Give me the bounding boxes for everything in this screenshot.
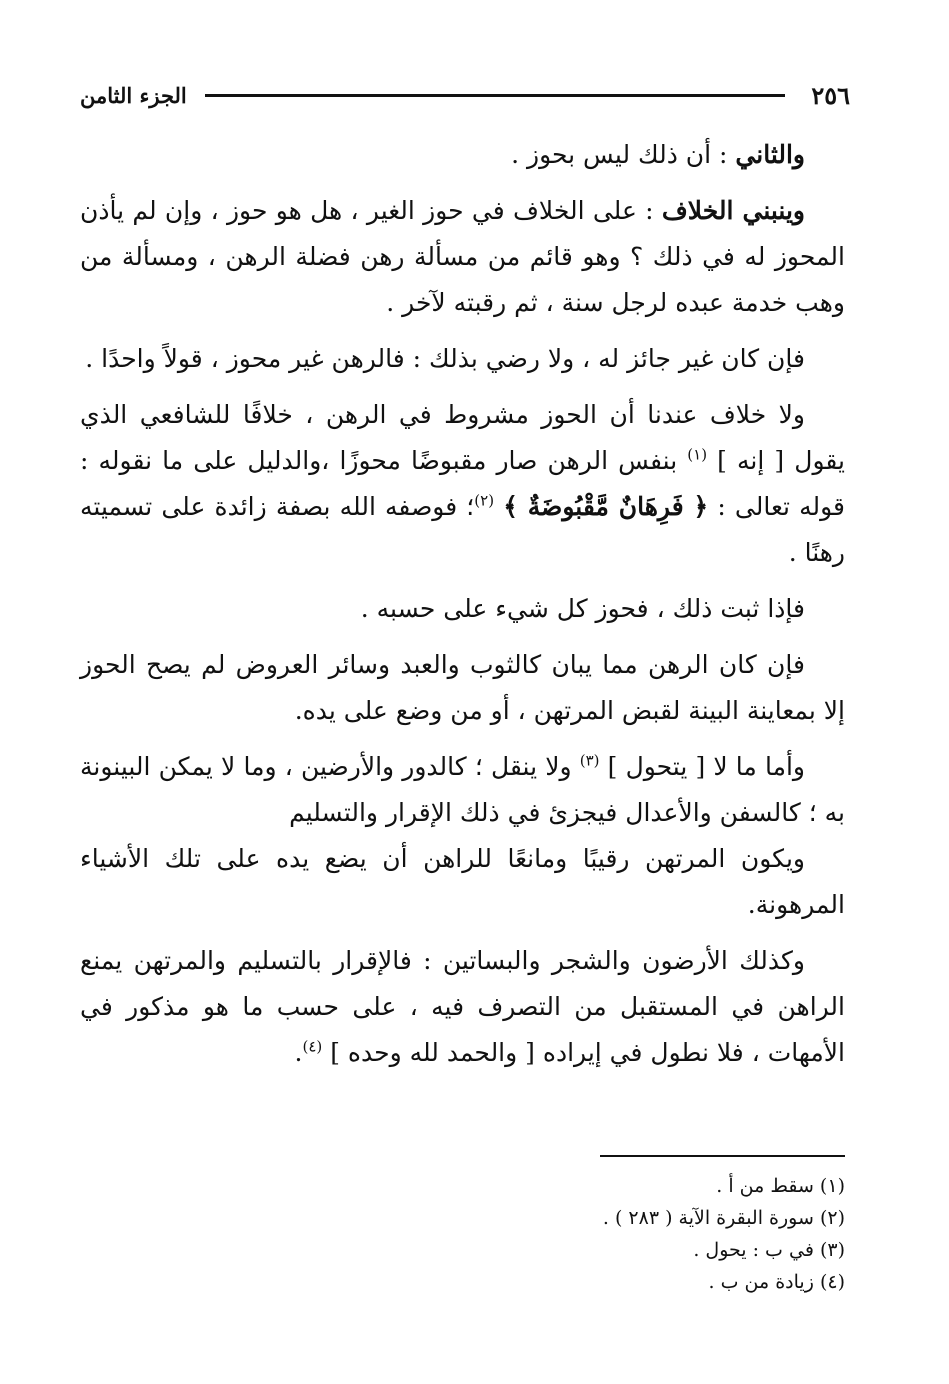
footnote-3: (٣) في ب : يحول . [693, 1239, 845, 1261]
paragraph-8 [80, 836, 845, 928]
footnotes [80, 1170, 845, 1298]
paragraph-text: ولا ينقل ؛ كالدور والأرضين ، وما لا يمكن البينونة به ؛ كالسفن والأعدال فيجزئ في ذلك الإقرار والتسليم [80, 752, 845, 827]
paragraph-text: ويكون المرتهن رقيبًا ومانعًا للراهن أن يضع يده على تلك الأشياء المرهونة. [80, 844, 845, 919]
paragraph-text: فإن كان غير جائز له ، ولا رضي بذلك : فالرهن غير محوز ، قولاً واحدًا . [85, 344, 805, 373]
running-title: الجزء الثامن [80, 82, 187, 108]
footnote-ref: (٢) [474, 491, 495, 510]
quran-verse: ﴿ فَرِهَانٌ مَّقْبُوضَةٌ ﴾ [503, 492, 709, 521]
paragraph-text: فإن كان الرهن مما يبان كالثوب والعبد وسائر العروض لم يصح الحوز إلا بمعاينة البينة لقبض المرتهن ، أو من وضع على يده. [80, 650, 845, 725]
page-number: ٢٥٦ [811, 80, 850, 110]
paragraph-text: بنفس الرهن صار مقبوضًا محوزًا ،والدليل على ما نقوله : قوله تعالى : [80, 446, 845, 521]
paragraph-1 [80, 132, 845, 178]
footnote-rule [600, 1155, 845, 1157]
paragraph-text: ؛ فوصفه الله بصفة زائدة على تسميته رهنًا . [80, 492, 845, 567]
paragraph-3 [80, 336, 845, 382]
body-text [80, 132, 845, 1086]
paragraph-text: ولا خلاف عندنا أن الحوز مشروط في الرهن ، خلافًا للشافعي الذي يقول [ إنه ] [80, 400, 845, 475]
paragraph-text: وأما ما لا [ يتحول ] [599, 752, 805, 781]
paragraph-6 [80, 642, 845, 734]
paragraph-9 [80, 938, 845, 1076]
paragraph-7 [80, 744, 845, 836]
paragraph-4 [80, 392, 845, 576]
paragraph-lead: والثاني [735, 140, 805, 169]
paragraph-2 [80, 188, 845, 326]
paragraph-text: وكذلك الأرضون والشجر والبساتين : فالإقرار بالتسليم والمرتهن يمنع الراهن في المستقبل من التصرف فيه ، على حسب ما هو مذكور في الأمهات ، فلا نطول في إيراده [ والحمد لله وحده ] [80, 946, 845, 1067]
footnote-ref: (٤) [302, 1037, 323, 1056]
paragraph-text: : أن ذلك ليس بحوز . [511, 140, 736, 169]
footnote-ref: (٣) [579, 751, 600, 770]
header-rule [205, 94, 786, 97]
paragraph-5 [80, 586, 845, 632]
paragraph-text: : على الخلاف في حوز الغير ، هل هو حوز ، وإن لم يأذن المحوز له في ذلك ؟ وهو قائم من مسألة رهن فضلة الرهن ، ومسألة من وهب خدمة عبده لرجل سنة ، ثم رقبته لآخر . [80, 196, 845, 317]
paragraph-lead: وينبني الخلاف [661, 196, 805, 225]
page-header [80, 78, 850, 112]
footnote-ref: (١) [687, 445, 708, 464]
paragraph-text: فإذا ثبت ذلك ، فحوز كل شيء على حسبه . [360, 594, 805, 623]
footnote-1: (١) سقط من أ . [716, 1175, 845, 1197]
footnote-2: (٢) سورة البقرة الآية ( ٢٨٣ ) . [602, 1207, 845, 1229]
footnote-4: (٤) زيادة من ب . [708, 1271, 845, 1293]
paragraph-text: . [294, 1038, 303, 1067]
